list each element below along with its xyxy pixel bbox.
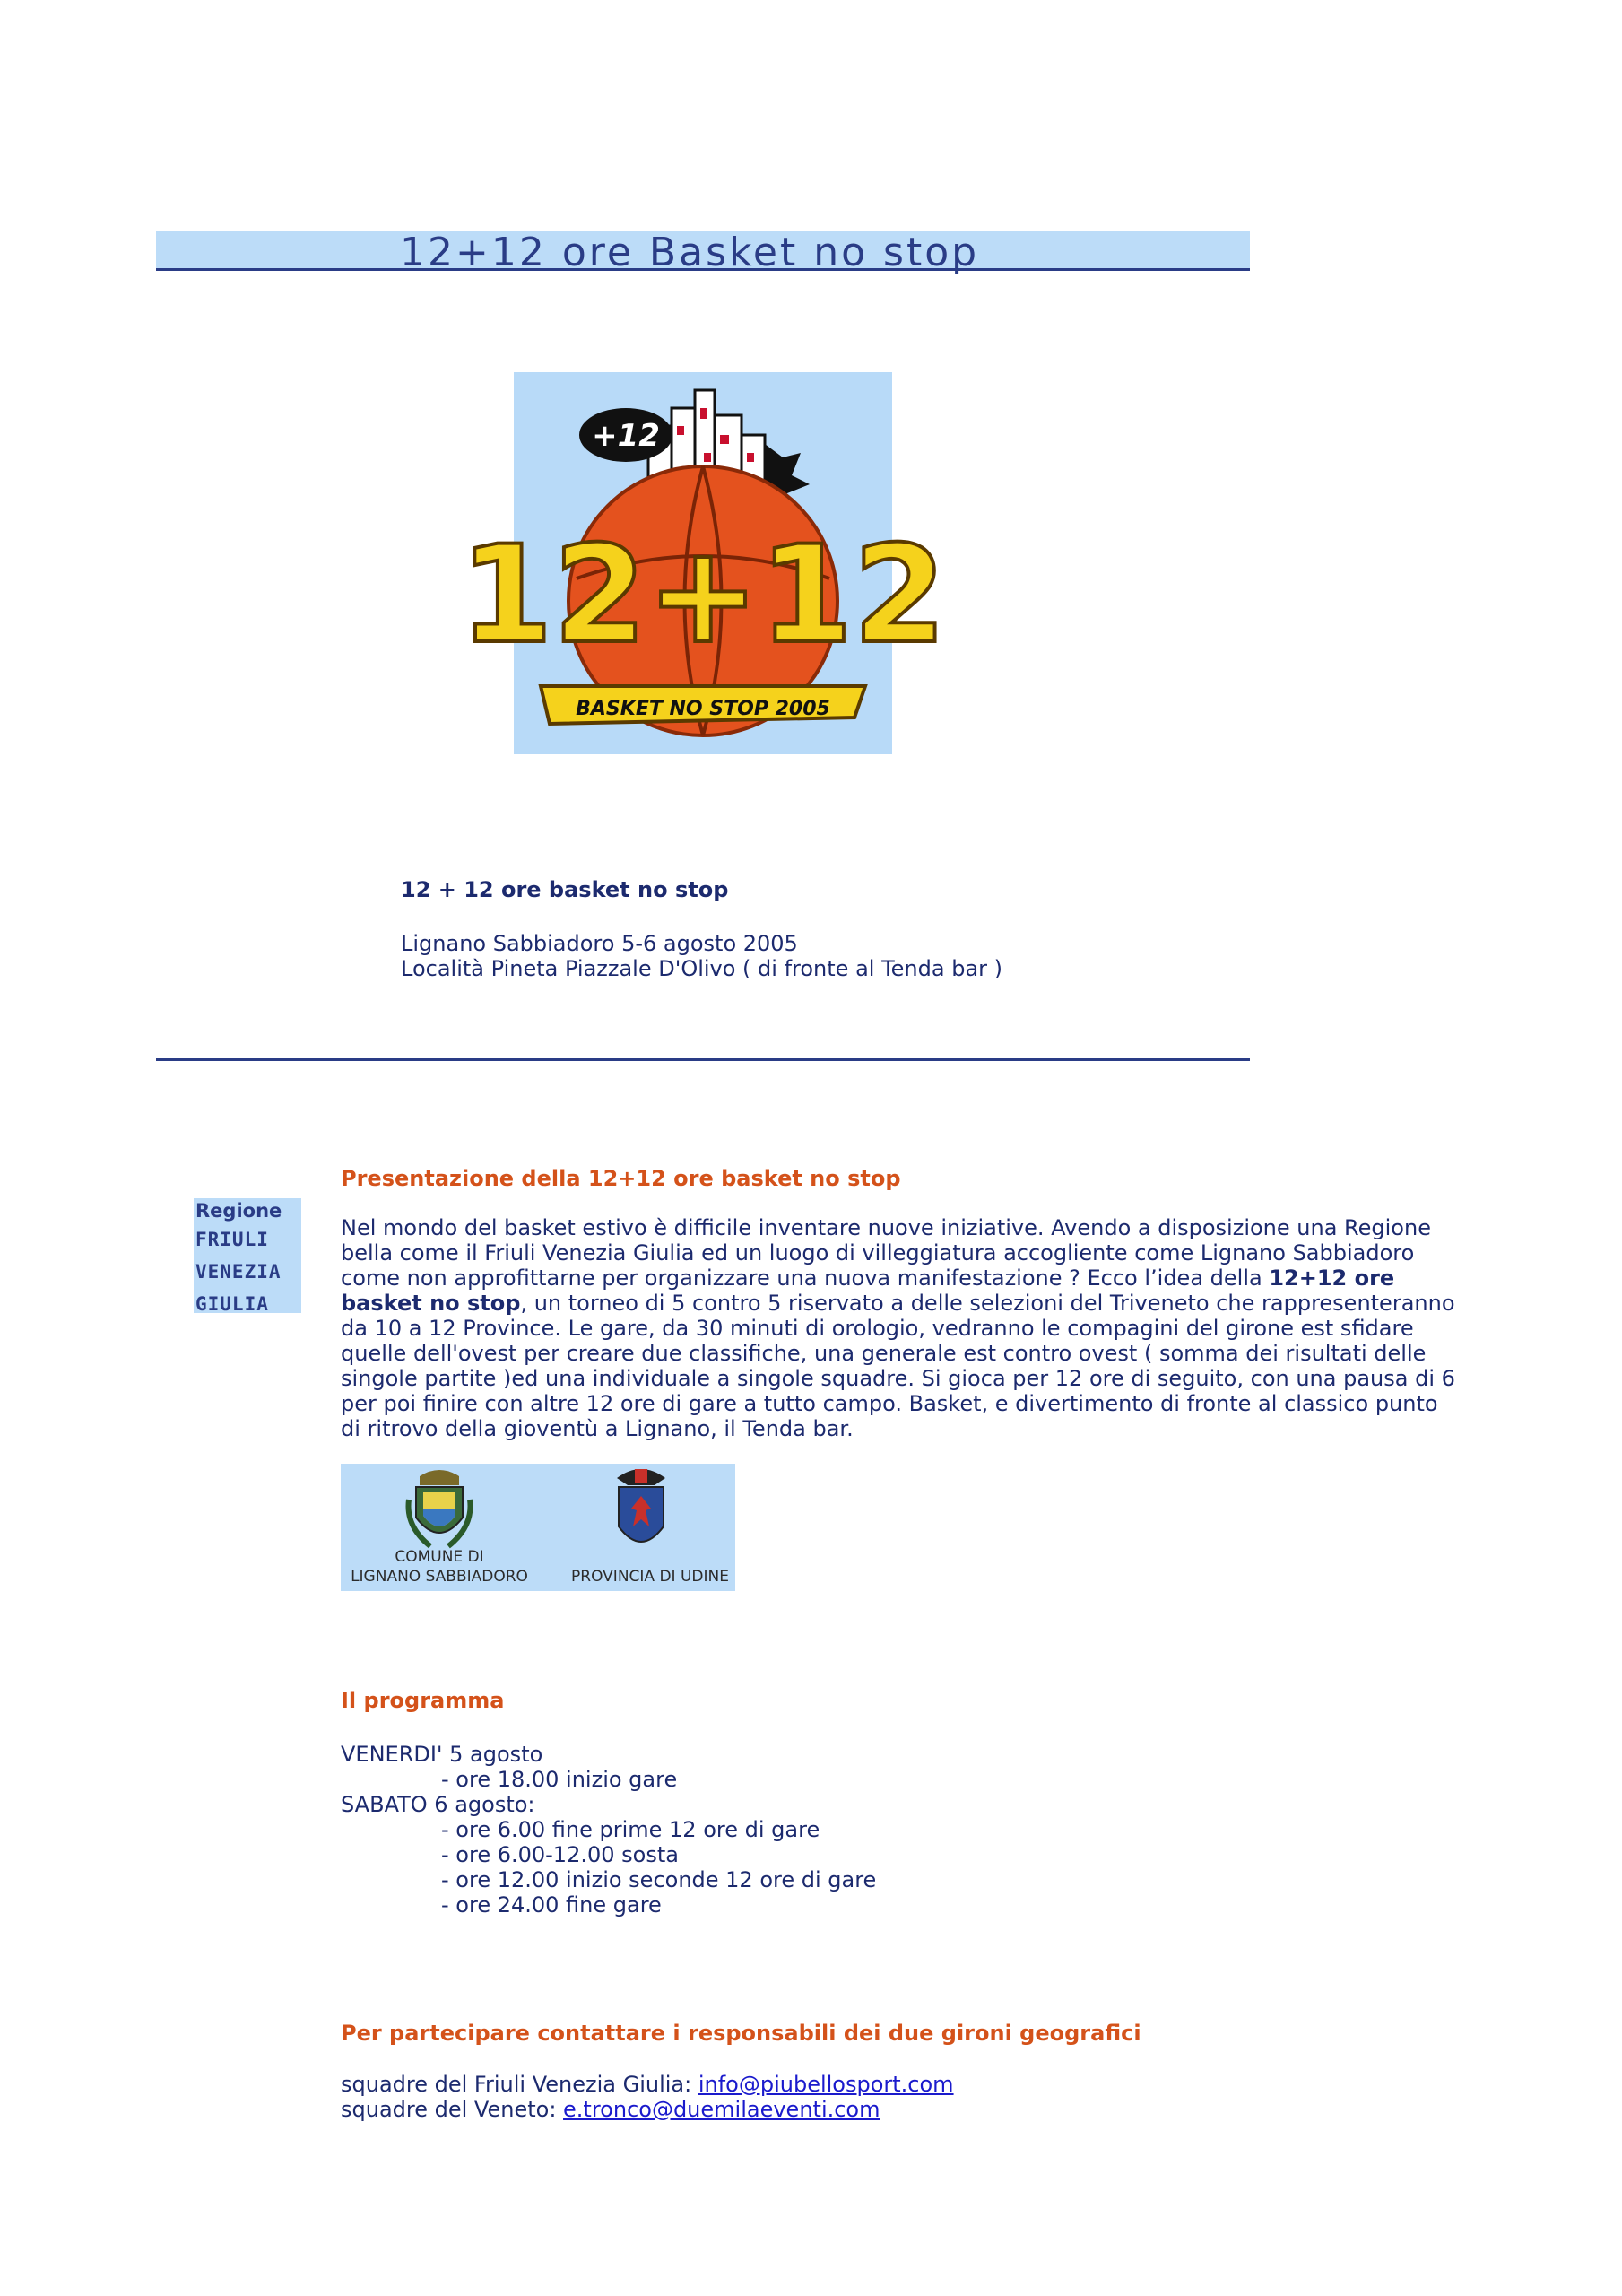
contact-fvg-label: squadre del Friuli Venezia Giulia: — [341, 2072, 698, 2097]
region-logo-line: Regione — [195, 1200, 282, 1222]
comune-label-line2: LIGNANO SABBIADORO — [351, 1568, 528, 1586]
intro-venue: Località Pineta Piazzale D'Olivo ( di fronte al Tenda bar ) — [401, 956, 1003, 981]
comune-label-line1: COMUNE DI — [395, 1548, 484, 1566]
section-divider — [156, 1058, 1250, 1061]
program-list — [341, 1742, 876, 1918]
intro-heading: 12 + 12 ore basket no stop — [401, 877, 729, 902]
program-line-day: VENERDI' 5 agosto — [341, 1742, 543, 1767]
contact-veneto-label: squadre del Veneto: — [341, 2097, 564, 2122]
program-heading: Il programma — [341, 1688, 505, 1713]
partner-logos — [341, 1464, 735, 1591]
region-logo-line: GIULIA — [195, 1293, 269, 1315]
event-logo — [459, 372, 947, 754]
contact-fvg — [341, 2072, 954, 2097]
program-line-item: - ore 24.00 fine gare — [441, 1892, 662, 1918]
provincia-crest-icon — [610, 1464, 672, 1562]
banner-title: 12+12 ore Basket no stop — [400, 230, 980, 275]
program-line-item: - ore 18.00 inizio gare — [441, 1767, 678, 1792]
presentation-paragraph — [341, 1215, 1462, 1441]
fvg-email-link[interactable]: info@piubellosport.com — [698, 2072, 954, 2097]
program-line-day: SABATO 6 agosto: — [341, 1792, 535, 1817]
presentation-heading: Presentazione della 12+12 ore basket no stop — [341, 1166, 901, 1191]
svg-text:+12: +12 — [592, 418, 660, 454]
provincia-label: PROVINCIA DI UDINE — [571, 1568, 729, 1586]
contact-veneto — [341, 2097, 880, 2122]
paragraph-text: , un torneo di 5 contro 5 riservato a delle selezioni del Triveneto che rappresenteranno da 10 a 12 Province. Le gare, da 30 minuti di orologio, vedranno le compagini del girone est sfidare quelle dell'ovest per creare due classifiche, una generale est contro ovest ( somma dei risultati delle singole partite )ed una individuale a singole squadre. Si gioca per 12 ore di seguito, con una pausa di 6 per poi finire con altre 12 ore di gare a tutto campo. Basket, e divertimento di fronte al classico punto di ritrovo della gioventù a Lignano, il Tenda bar. — [341, 1291, 1455, 1441]
logo-ribbon-text: BASKET NO STOP 2005 — [576, 698, 830, 720]
intro-location: Lignano Sabbiadoro 5-6 agosto 2005 — [401, 931, 798, 956]
event-logo-graphic — [459, 372, 947, 754]
veneto-email-link[interactable]: e.tronco@duemilaeventi.com — [563, 2097, 880, 2122]
program-line-item: - ore 6.00 fine prime 12 ore di gare — [441, 1817, 820, 1842]
program-line-item: - ore 12.00 inizio seconde 12 ore di gare — [441, 1867, 877, 1892]
paragraph-text: Nel mondo del basket estivo è difficile inventare nuove iniziative. Avendo a disposizione una Regione bella come il Friuli Venezia Giulia ed un luogo di villeggiatura accogliente come Lignano Sabbiadoro come non approfittarne per organizzare una nuova manifestazione ? Ecco l’idea della — [341, 1215, 1431, 1291]
region-logo-line: VENEZIA — [195, 1261, 282, 1283]
paragraph-bold: 12+12 ore basket no stop — [341, 1265, 1395, 1316]
program-line-item: - ore 6.00-12.00 sosta — [441, 1842, 679, 1867]
contacts-heading: Per partecipare contattare i responsabili dei due gironi geografici — [341, 2021, 1141, 2046]
region-logo — [194, 1198, 301, 1313]
comune-crest-icon — [403, 1464, 475, 1553]
logo-big-text: 12+12 — [459, 517, 947, 674]
region-logo-line: FRIULI — [195, 1229, 269, 1250]
title-banner — [156, 230, 1250, 275]
